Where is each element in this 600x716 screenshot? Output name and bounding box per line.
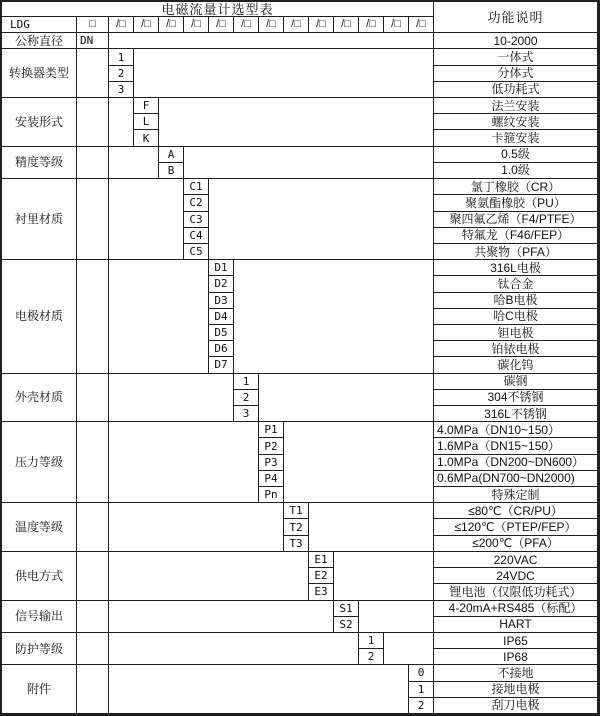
model-slot: /□ <box>259 17 284 33</box>
option-code: P3 <box>259 455 284 471</box>
right-blank-cell <box>309 503 434 552</box>
category-subcell <box>77 374 109 423</box>
category-subcell <box>77 49 109 98</box>
right-blank-cell <box>209 179 434 260</box>
category-subcell <box>77 98 109 147</box>
option-desc: 特殊定制 <box>434 487 598 503</box>
option-code: F <box>134 98 159 114</box>
option-code: P1 <box>259 422 284 438</box>
option-code: T3 <box>284 536 309 552</box>
dn-code: DN <box>77 33 109 49</box>
table-title: 电磁流量计选型表 <box>2 2 434 17</box>
category-label: 电极材质 <box>2 260 77 373</box>
option-desc: 304不锈钢 <box>434 390 598 406</box>
option-desc: 锂电池（仅限低功耗式） <box>434 584 598 600</box>
option-desc: 分体式 <box>434 66 598 82</box>
option-desc: ≤120℃（PTEP/FEP） <box>434 519 598 535</box>
category-label: 温度等级 <box>2 503 77 552</box>
option-code: E3 <box>309 584 334 600</box>
model-slot: /□ <box>309 17 334 33</box>
option-desc: 法兰安装 <box>434 98 598 114</box>
option-desc: 0.6MPa(DN700~DN2000) <box>434 471 598 487</box>
option-code: K <box>134 130 159 146</box>
option-desc: ≤80℃（CR/PU） <box>434 503 598 519</box>
model-slot: /□ <box>159 17 184 33</box>
category-subcell <box>77 147 109 179</box>
option-code: T2 <box>284 519 309 535</box>
option-code: P4 <box>259 471 284 487</box>
option-code: 2 <box>109 66 134 82</box>
model-digit-box: □ <box>77 17 109 33</box>
option-code: C2 <box>184 195 209 211</box>
option-code: 3 <box>234 406 259 422</box>
option-code: 2 <box>409 698 434 714</box>
category-label: 压力等级 <box>2 422 77 503</box>
option-code: S1 <box>334 601 359 617</box>
option-desc: 碳化钨 <box>434 357 598 373</box>
category-label: 外壳材质 <box>2 374 77 423</box>
option-desc: 哈B电极 <box>434 293 598 309</box>
option-code: D2 <box>209 276 234 292</box>
option-desc: HART <box>434 617 598 633</box>
option-desc: 聚氨酯橡胶（PU） <box>434 195 598 211</box>
category-label: 信号输出 <box>2 601 77 633</box>
left-blank-cell <box>109 98 134 147</box>
category-subcell <box>77 633 109 665</box>
option-code: D1 <box>209 260 234 276</box>
category-label: 转换器类型 <box>2 49 77 98</box>
option-code: C1 <box>184 179 209 195</box>
option-desc: 1.0级 <box>434 163 598 179</box>
category-subcell <box>77 179 109 260</box>
model-slot: /□ <box>284 17 309 33</box>
option-code: 0 <box>409 665 434 681</box>
option-desc: 螺纹安装 <box>434 114 598 130</box>
option-code: D7 <box>209 357 234 373</box>
option-desc: ≤200℃（PFA） <box>434 536 598 552</box>
option-desc: 特氟龙（F46/FEP） <box>434 228 598 244</box>
category-subcell <box>77 503 109 552</box>
right-blank-cell <box>384 633 434 665</box>
category-label: 安装形式 <box>2 98 77 147</box>
option-code: D4 <box>209 309 234 325</box>
option-desc: 1.6MPa（DN15~150） <box>434 438 598 454</box>
dn-blank-cell <box>109 33 434 49</box>
category-label: 附件 <box>2 665 77 714</box>
left-blank-cell <box>109 374 234 423</box>
model-slot: /□ <box>134 17 159 33</box>
option-desc: 220VAC <box>434 552 598 568</box>
option-desc: 低功耗式 <box>434 82 598 98</box>
category-label: 供电方式 <box>2 552 77 601</box>
category-label: 衬里材质 <box>2 179 77 260</box>
left-blank-cell <box>109 665 409 714</box>
category-subcell <box>77 552 109 601</box>
option-code: 3 <box>109 82 134 98</box>
option-desc: 刮刀电极 <box>434 698 598 714</box>
option-desc: 共聚物（PFA） <box>434 244 598 260</box>
left-blank-cell <box>109 601 334 633</box>
category-subcell <box>77 601 109 633</box>
option-code: B <box>159 163 184 179</box>
option-desc: 1.0MPa（DN200~DN600） <box>434 455 598 471</box>
option-desc: 一体式 <box>434 49 598 65</box>
dn-category-label: 公称直径 <box>2 33 77 49</box>
option-desc: 氯丁橡胶（CR） <box>434 179 598 195</box>
option-desc: 铂铱电极 <box>434 341 598 357</box>
model-slot: /□ <box>384 17 409 33</box>
model-slot: /□ <box>184 17 209 33</box>
option-code: P2 <box>259 438 284 454</box>
option-code: D3 <box>209 293 234 309</box>
option-code: 1 <box>234 374 259 390</box>
left-blank-cell <box>109 422 259 503</box>
option-code: 1 <box>409 682 434 698</box>
dn-desc: 10-2000 <box>434 33 598 49</box>
right-blank-cell <box>234 260 434 373</box>
right-blank-cell <box>134 49 434 98</box>
model-slot: /□ <box>109 17 134 33</box>
option-desc: 哈C电极 <box>434 309 598 325</box>
option-code: C3 <box>184 212 209 228</box>
option-code: 1 <box>109 49 134 65</box>
option-desc: 碳钢 <box>434 374 598 390</box>
model-slot: /□ <box>334 17 359 33</box>
model-slot: /□ <box>359 17 384 33</box>
option-desc: 钛合金 <box>434 276 598 292</box>
left-blank-cell <box>109 552 309 601</box>
option-code: Pn <box>259 487 284 503</box>
right-blank-cell <box>259 374 434 423</box>
option-desc: 4.0MPa（DN10~150） <box>434 422 598 438</box>
category-label: 精度等级 <box>2 147 77 179</box>
category-label: 防护等级 <box>2 633 77 665</box>
option-code: 2 <box>234 390 259 406</box>
option-desc: 聚四氟乙烯（F4/PTFE） <box>434 212 598 228</box>
option-code: T1 <box>284 503 309 519</box>
option-code: E2 <box>309 568 334 584</box>
left-blank-cell <box>109 260 209 373</box>
right-blank-cell <box>159 98 434 147</box>
option-desc: 24VDC <box>434 568 598 584</box>
right-blank-cell <box>334 552 434 601</box>
model-slot: /□ <box>209 17 234 33</box>
option-code: 2 <box>359 649 384 665</box>
left-blank-cell <box>109 147 159 179</box>
left-blank-cell <box>109 503 284 552</box>
category-subcell <box>77 422 109 503</box>
option-desc: 不接地 <box>434 665 598 681</box>
option-desc: 316L电极 <box>434 260 598 276</box>
option-desc: IP68 <box>434 649 598 665</box>
model-slot: /□ <box>234 17 259 33</box>
option-desc: 卡箍安装 <box>434 130 598 146</box>
option-code: C5 <box>184 244 209 260</box>
left-blank-cell <box>109 633 359 665</box>
category-subcell <box>77 260 109 373</box>
function-column-header: 功能说明 <box>434 2 598 33</box>
option-code: A <box>159 147 184 163</box>
right-blank-cell <box>184 147 434 179</box>
option-code: D6 <box>209 341 234 357</box>
option-desc: 0.5级 <box>434 147 598 163</box>
option-desc: 钽电极 <box>434 325 598 341</box>
option-code: E1 <box>309 552 334 568</box>
option-desc: 316L不锈钢 <box>434 406 598 422</box>
option-code: L <box>134 114 159 130</box>
option-desc: IP65 <box>434 633 598 649</box>
model-prefix: LDG <box>2 17 77 33</box>
model-slot: /□ <box>409 17 434 33</box>
category-subcell <box>77 665 109 714</box>
option-code: D5 <box>209 325 234 341</box>
option-desc: 接地电极 <box>434 682 598 698</box>
option-code: S2 <box>334 617 359 633</box>
option-desc: 4-20mA+RS485（标配） <box>434 601 598 617</box>
left-blank-cell <box>109 179 184 260</box>
right-blank-cell <box>284 422 434 503</box>
option-code: C4 <box>184 228 209 244</box>
option-code: 1 <box>359 633 384 649</box>
right-blank-cell <box>359 601 434 633</box>
